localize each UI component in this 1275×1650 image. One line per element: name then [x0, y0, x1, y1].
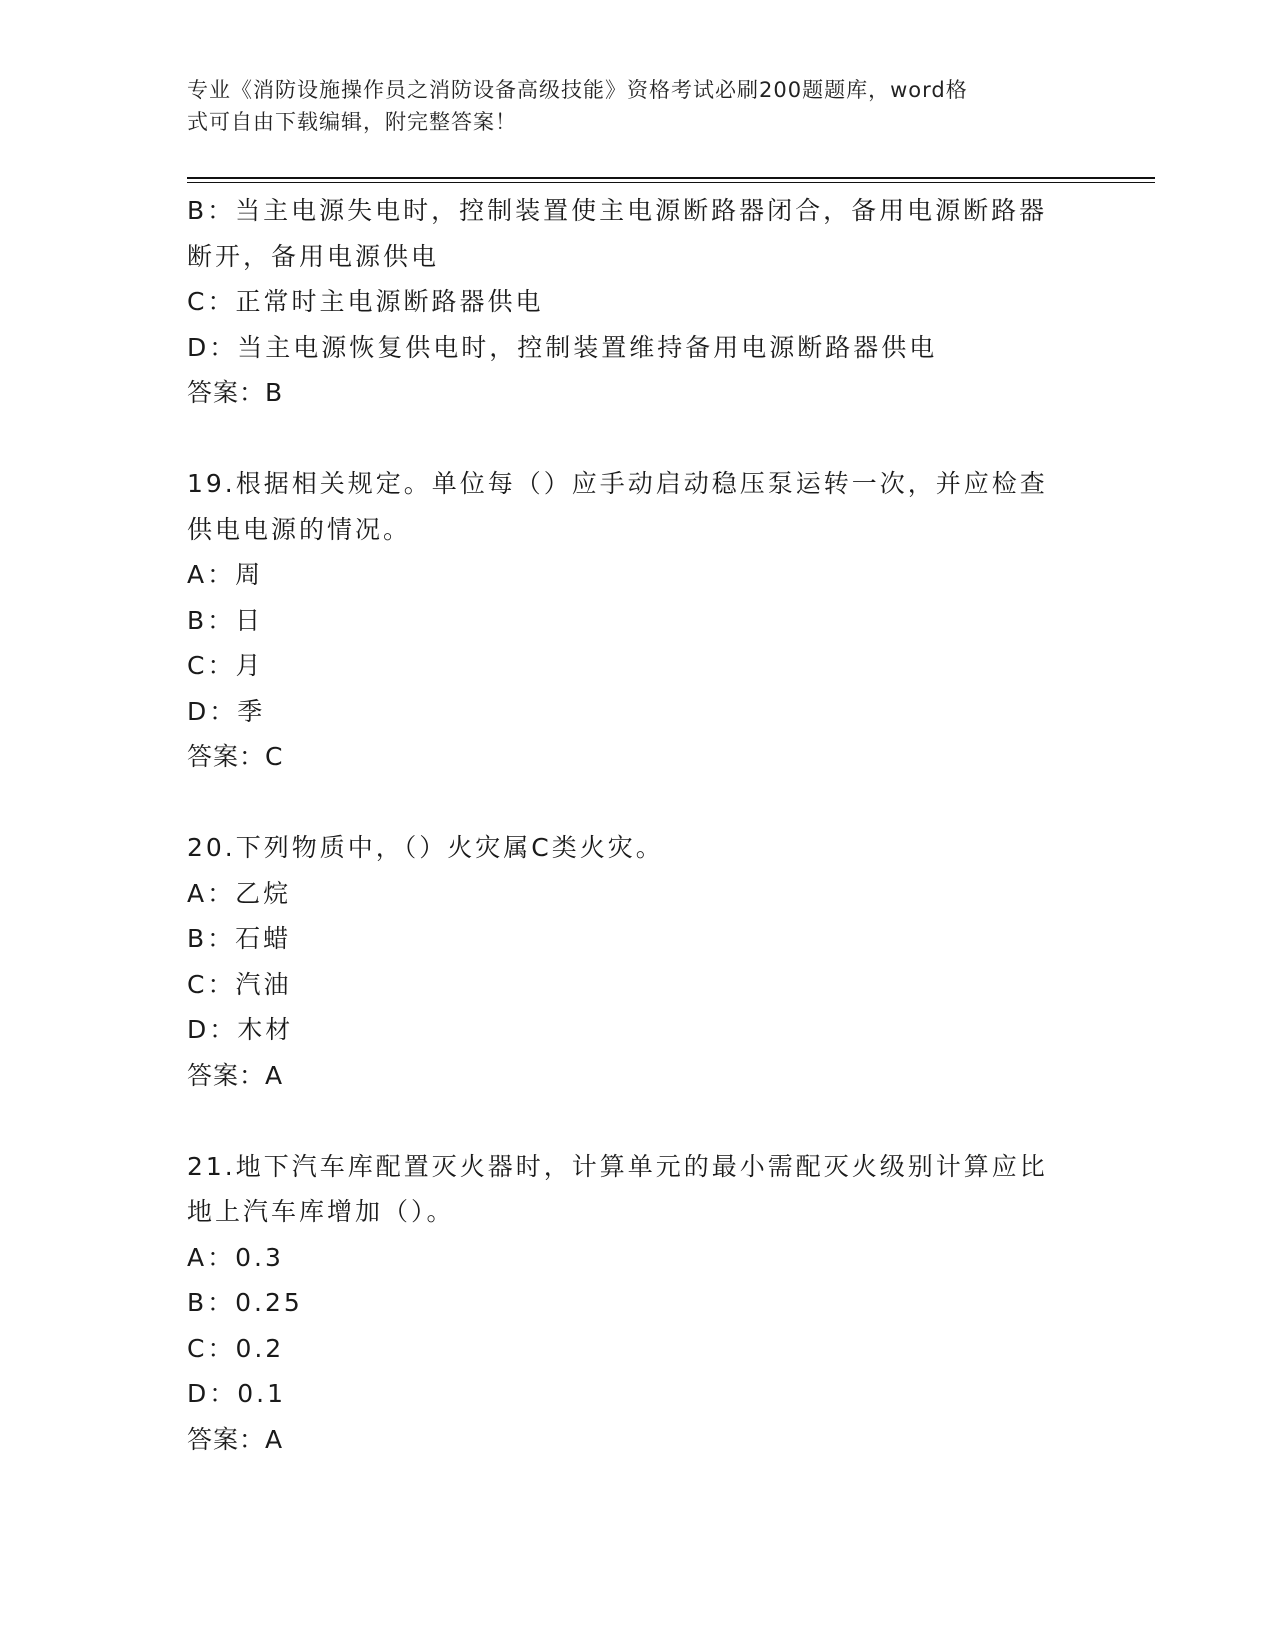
previous-question-block: [187, 188, 1087, 416]
option-b-continued: 断开，备用电源供电: [187, 241, 440, 271]
question-20: [187, 825, 1087, 1098]
option-b: B：0.25: [187, 1288, 303, 1317]
header-line-1: 专业《消防设施操作员之消防设备高级技能》资格考试必刷200题题库，word格: [187, 78, 968, 102]
option-c: C：正常时主电源断路器供电: [187, 287, 544, 316]
question-stem: 21.地下汽车库配置灭火器时，计算单元的最小需配灭火级别计算应比: [187, 1151, 1048, 1181]
answer-line: 答案：A: [187, 1060, 284, 1090]
spacer: [187, 416, 1087, 462]
option-b: B：当主电源失电时，控制装置使主电源断路器闭合，备用电源断路器: [187, 196, 1048, 225]
option-a: A：乙烷: [187, 878, 292, 908]
question-stem-continued: 地上汽车库增加（）。: [187, 1197, 455, 1226]
option-d: D：季: [187, 696, 266, 726]
option-d: D：当主电源恢复供电时，控制装置维持备用电源断路器供电: [187, 332, 938, 362]
question-19: [187, 461, 1087, 780]
question-stem: 19.根据相关规定。单位每（）应手动启动稳压泵运转一次，并应检查: [187, 469, 1048, 498]
header-divider-thin: [187, 182, 1155, 183]
header-line-2: 式可自由下载编辑，附完整答案！: [187, 110, 517, 134]
spacer: [187, 1098, 1087, 1144]
document-header: [187, 74, 1067, 138]
answer-line: 答案：C: [187, 742, 284, 771]
question-stem: 20.下列物质中，（）火灾属C类火灾。: [187, 833, 664, 862]
question-21: [187, 1144, 1087, 1463]
option-b: B：石蜡: [187, 924, 292, 953]
option-a: A：0.3: [187, 1242, 284, 1272]
option-c: C：月: [187, 651, 264, 680]
option-c: C：汽油: [187, 969, 292, 999]
question-stem-continued: 供电电源的情况。: [187, 514, 412, 544]
header-divider-thick: [187, 177, 1155, 179]
option-a: A：周: [187, 560, 264, 589]
option-c: C：0.2: [187, 1333, 285, 1363]
answer-line: 答案：A: [187, 1424, 284, 1454]
answer-line: 答案：B: [187, 378, 284, 407]
spacer: [187, 780, 1087, 826]
question-content: [187, 188, 1087, 1462]
option-d: D：木材: [187, 1015, 294, 1044]
option-b: B：日: [187, 605, 264, 635]
option-d: D：0.1: [187, 1379, 287, 1408]
